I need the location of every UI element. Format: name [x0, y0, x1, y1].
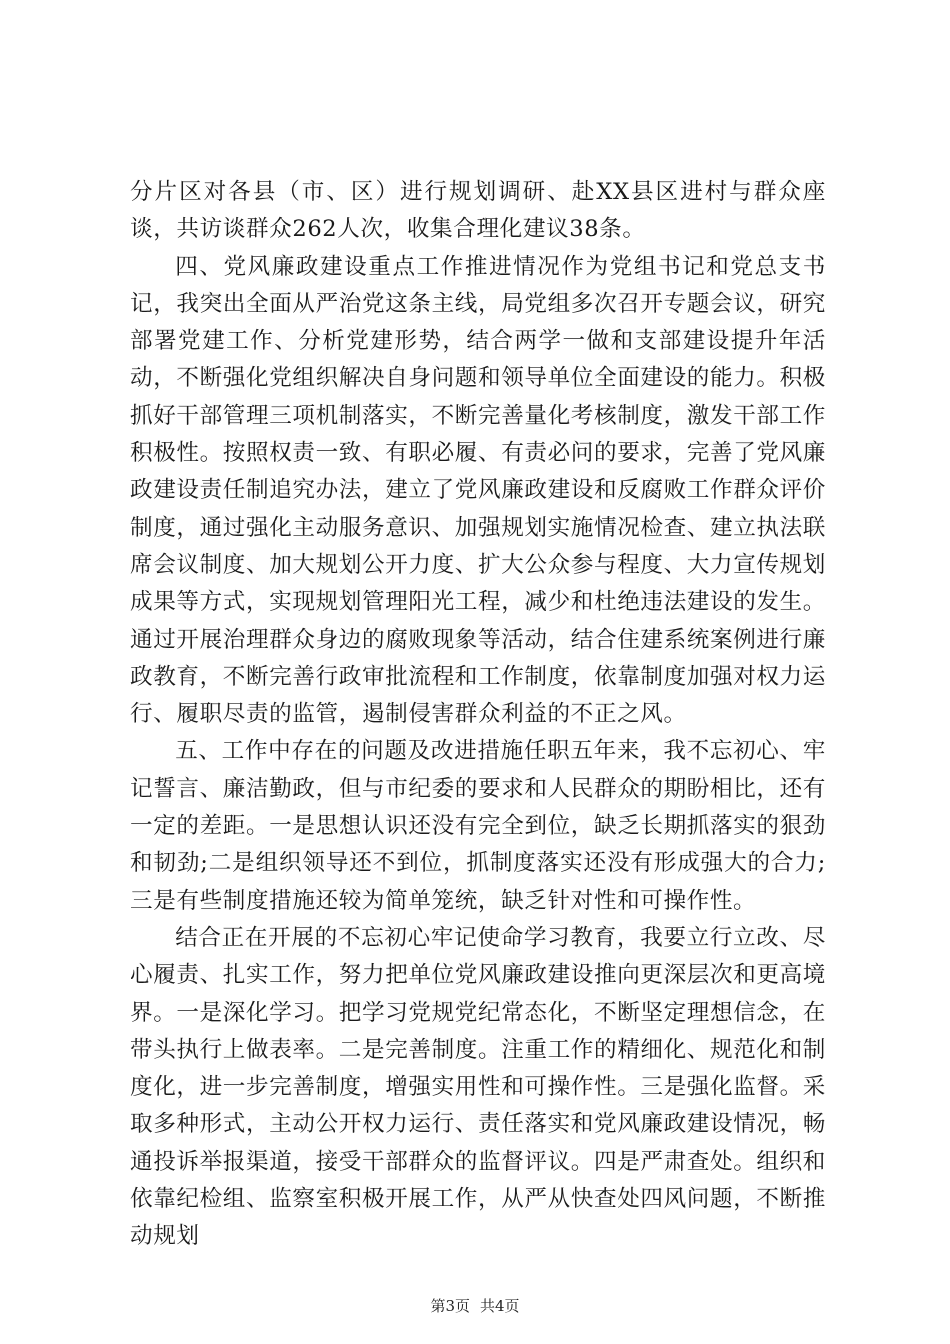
document-body — [130, 174, 826, 1256]
paragraph-section-four: 四、党风廉政建设重点工作推进情况作为党组书记和党总支书记，我突出全面从严治党这条主线，局党组多次召开专题会议，研究部署党建工作、分析党建形势，结合两学一做和支部建设提升年活动，不断强化党组织解决自身问题和领导单位全面建设的能力。积极抓好干部管理三项机制落实，不断完善量化考核制度，激发干部工作积极性。按照权责一致、有职必履、有责必问的要求，完善了党风廉政建设责任制追究办法，建立了党风廉政建设和反腐败工作群众评价制度，通过强化主动服务意识、加强规划实施情况检查、建立执法联席会议制度、加大规划公开力度、扩大公众参与程度、大力宣传规划成果等方式，实现规划管理阳光工程，减少和杜绝违法建设的发生。通过开展治理群众身边的腐败现象等活动，结合住建系统案例进行廉政教育，不断完善行政审批流程和工作制度，依靠制度加强对权力运行、履职尽责的监管，遏制侵害群众利益的不正之风。 — [130, 253, 826, 728]
paragraph-continuation: 分片区对各县（市、区）进行规划调研、赴XX县区进村与群众座谈，共访谈群众262人次，收集合理化建议38条。 — [130, 179, 826, 243]
page-footer — [0, 1296, 950, 1316]
page-number: 第3页 — [430, 1297, 470, 1315]
paragraph-section-five: 五、工作中存在的问题及改进措施任职五年来，我不忘初心、牢记誓言、廉洁勤政，但与市纪委的要求和人民群众的期盼相比，还有一定的差距。一是思想认识还没有完全到位，缺乏长期抓落实的狠劲和韧劲;二是组织领导还不到位，抓制度落实还没有形成强大的合力;三是有些制度措施还较为简单笼统，缺乏针对性和可操作性。 — [130, 738, 826, 914]
page-total: 共4页 — [480, 1297, 520, 1315]
paragraph-improvement-measures: 结合正在开展的不忘初心牢记使命学习教育，我要立行立改、尽心履责、扎实工作，努力把单位党风廉政建设推向更深层次和更高境界。一是深化学习。把学习党规党纪常态化，不断坚定理想信念，在带头执行上做表率。二是完善制度。注重工作的精细化、规范化和制度化，进一步完善制度，增强实用性和可操作性。三是强化监督。采取多种形式，主动公开权力运行、责任落实和党风廉政建设情况，畅通投诉举报渠道，接受干部群众的监督评议。四是严肃查处。组织和依靠纪检组、监察室积极开展工作，从严从快查处四风问题，不断推动规划 — [130, 924, 826, 1250]
